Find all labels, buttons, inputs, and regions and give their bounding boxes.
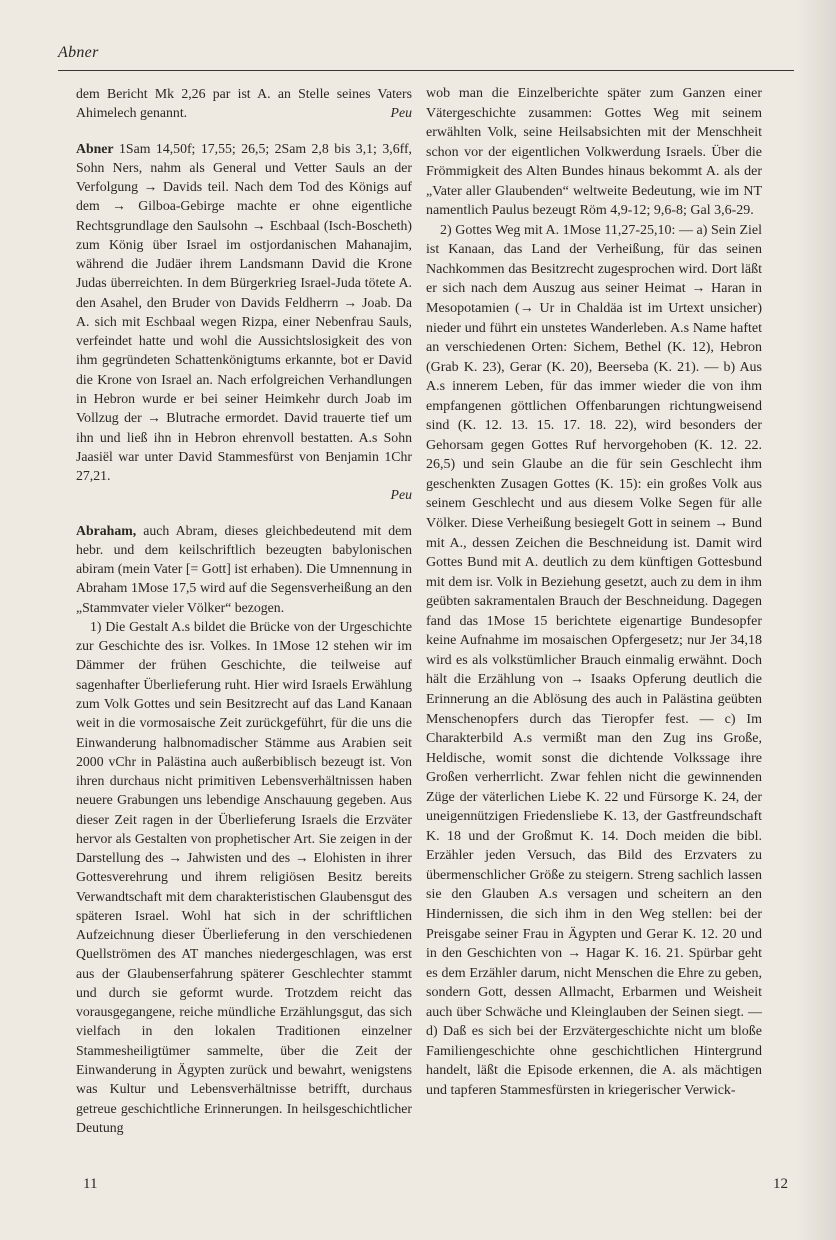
entry-abner	[76, 139, 412, 505]
entry-abraham	[76, 521, 412, 617]
headword: Abner	[76, 140, 114, 156]
page-edge-shadow	[796, 0, 836, 1240]
entry-text: 1Sam 14,50f; 17,55; 26,5; 2Sam 2,8 bis 3,1; 3,6ff, Sohn Ners, nahm als General und Vetter Sauls an der Verfolgung → Davids teil. Nach dem Tod des Königs auf dem → Gilboa-Gebirge machte er ohne eigentliche Rechtsgrundlage den Saulsohn → Eschbaal (Isch-Boscheth) zum König über Israel im ostjordanischen Mahanajim, während die Judäer ihrem Landsmann David die Krone Judas überreichten. In dem Bürgerkrieg Israel-Juda tötete A. den Asahel, den Bruder von Davids Feldherrn → Joab. Da A. sich mit Eschbaal wegen Rizpa, einer Nebenfrau Sauls, verfeindet hatte und wohl die Aussichtslosigkeit des von ihm gegründeten Schattenkönigtums erkannte, bot er David die Krone von Israel an. Nach erfolgreichen Verhandlungen in Hebron wurde er bei seiner Heimkehr durch Joab im Vollzug der → Blutrache ermordet. David trauerte tief um ihn und ließ ihn in Hebron ehrenvoll bestatten. A.s Sohn Jaasiël war unter David Stammesfürst von Benjamin 1Chr 27,21.	[76, 140, 412, 484]
paragraph: wob man die Einzelberichte später zum Ganzen einer Vätergeschichte zusammen: Gottes Weg mit seinem erwählten Volk, seine Heilsabsichten mit der Menschheit schon vor der eigentlichen Volkwerdung Israels. Über die Frömmigkeit des Alten Bundes hinaus bekommt A. als der „Vater aller Glaubenden“ weltweite Bedeutung, wie im NT namentlich Paulus bezeugt Röm 4,9-12; 9,6-8; Gal 3,6-29.	[426, 86, 762, 219]
continuation-text: dem Bericht Mk 2,26 par ist A. an Stelle seines Vaters Ahimelech genannt.	[76, 86, 412, 121]
left-column	[76, 84, 412, 1137]
author-signature: Peu	[390, 487, 412, 503]
page-number-right: 12	[773, 1176, 788, 1192]
entry-continuation	[76, 84, 412, 123]
running-head: Abner	[58, 44, 99, 61]
headword: Abraham,	[76, 522, 137, 538]
right-column	[426, 84, 762, 1100]
section-paragraph: 2) Gottes Weg mit A. 1Mose 11,27-25,10: — a) Sein Ziel ist Kanaan, das Land der Verheißung, für das seinen Nachkommen das Besitzrecht zugesprochen wird. Dort läßt er sich nach dem Auszug aus seiner Heimat → Haran in Mesopotamien (→ Ur in Chaldäa ist im Urtext unsicher) nieder und führt ein unstetes Wanderleben. A.s Name haftet an verschiedenen Orten: Sichem, Bethel (K. 12), Hebron (Grab K. 23), Gerar (K. 20), Beerseba (K. 21). — b) Aus A.s innerem Leben, für das immer wieder die von ihm empfangenen göttlichen Offenbarungen richtungweisend sind (K. 12. 13. 15. 17. 18. 22), wird besonders der Gehorsam gegen Gottes Ruf hervorgehoben (K. 12. 22. 26,5) und sein Glaube an die für sein Geschlecht ihm geschenkten Zusagen Gottes (K. 15): ein großes Volk aus seinem Geschlecht und aus diesem Volke Segen für alle Völker. Diese Verheißung besiegelt Gott in seinem → Bund mit A., dessen Zeichen die Beschneidung ist. Damit wird Gottes Bund mit A. deutlich zu dem künftigen Gottesbund mit dem isr. Volk in Beziehung gesetzt, auch zu dem in ihm geübten sakramentalen Brauch der Beschneidung. Dagegen fand das 1Mose 15 berichtete eigenartige Bundesopfer keine Aufnahme im mosaischen Opfergesetz; nur Jer 34,18 wird es als volkstümlicher Brauch einmalig erwähnt. Doch hält die Erzählung von → Isaaks Opferung deutlich die Erinnerung an die Ablösung des auch in Palästina geübten Menschenopfers durch das Tieropfer fest. — c) Im Charakterbild A.s vermißt man den Zug ins Große, Heldische, womit sonst die dichtende Volkssage ihre Großen verherrlicht. Zwar fehlen nicht die gewinnenden Züge der väterlichen Liebe K. 22 und Fürsorge K. 24, der uneigennützigen Friedensliebe K. 13, der Gastfreundschaft K. 18 und der Großmut K. 14. Doch meiden die bibl. Erzähler jeden Versuch, das Bild des Erzvaters zu übermenschlicher Größe zu steigern. Streng sachlich lassen sie den Glauben A.s versagen und scheitern an den Hindernissen, die sich ihm in den Weg stellen: bei der Preisgabe seiner Frau in Ägypten und Gerar K. 12. 20 und in den Geschichten von → Hagar K. 16. 21. Spürbar geht es dem Erzähler darum, nicht Menschen die Ehre zu geben, sondern Gott, dessen Allmacht, Erbarmen und Weisheit auch über Schwäche und Kleinglauben der Seinen siegt. — d) Daß es sich bei der Erzvätergeschichte nicht um bloße Familiengeschichte ohne geschichtlichen Hintergrund handelt, läßt die Episode erkennen, die A. als mächtigen und tapferen Stammesfürsten in kriegerischer Verwick-	[426, 222, 762, 1098]
header-rule	[58, 70, 794, 71]
section-paragraph: 1) Die Gestalt A.s bildet die Brücke von der Urgeschichte zur Geschichte des isr. Volkes. In 1Mose 12 stehen wir im Dämmer der frühen Geschichte, die teilweise auf sagenhafter Überlieferung ruht. Hier wird Israels Erwählung zum Volk Gottes und sein Besitzrecht auf das Land Kanaan weit in die vormosaische Zeit zurückgeführt, für die uns die Einwanderung halbnomadischer Stämme aus Arabien seit 2000 vChr in Palästina auch außerbiblisch bezeugt ist. Von ihren durchaus nicht primitiven Lebensverhältnissen haben neuere Grabungen uns lebendige Anschauung gegeben. Aus dieser Zeit ragen in der Überlieferung Israels die Erzväter hervor als Gestalten von prophetischer Art. Sie zeigen in der Darstellung des → Jahwisten und des → Elohisten in ihrer Gottesverehrung und ihrem religiösen Besitz bereits Verwandtschaft mit dem charakteristischen Glaubensgut des späteren Israel. Wohl hat sich in der schriftlichen Aufzeichnung dieser Überlieferung in den verschiedenen Quellströmen des AT manches niedergeschlagen, was erst aus der Glaubenserfahrung späterer Geschlechter stammt und durch sie geformt wurde. Trotzdem reicht das vorausgegangene, reiche mündliche Erzählungsgut, das sich vielfach in den lokalen Traditionen einzelner Stammesheiligtümer sammelte, über die Zeit der Einwanderung in Ägypten zurück und bewahrt, wenigstens was Kultur und Lebensverhältnisse betrifft, durchaus getreue geschichtliche Erinnerungen. In heilsgeschichtlicher Deutung	[76, 618, 412, 1135]
entry-text: auch Abram, dieses gleichbedeutend mit dem hebr. und dem keilschriftlich bezeugten babylonischen abiram (mein Vater [= Gott] ist erhaben). Die Umnennung in Abraham 1Mose 17,5 wird auf die Segensverheißung an den „Stammvater vieler Völker“ bezogen.	[76, 522, 412, 615]
author-signature: Peu	[390, 105, 412, 121]
page-number-left: 11	[83, 1176, 98, 1192]
